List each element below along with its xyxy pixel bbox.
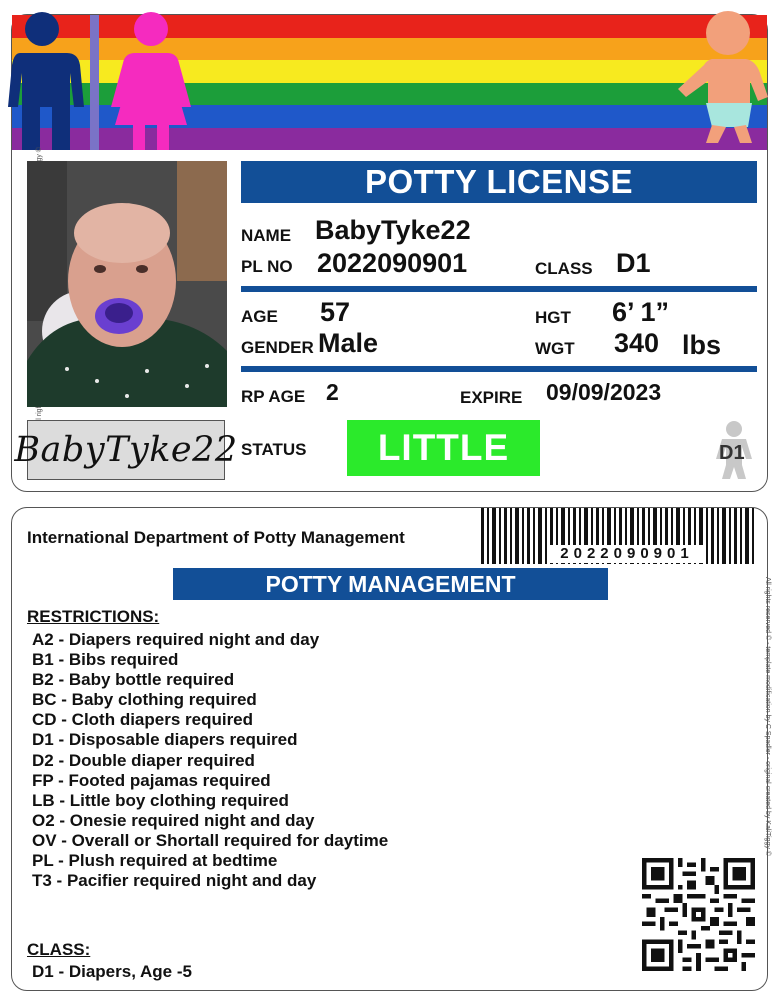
- management-banner: POTTY MANAGEMENT: [173, 568, 608, 600]
- restriction-item: A2 - Diapers required night and day: [32, 630, 320, 649]
- license-back-card: [11, 507, 771, 991]
- wgt-value: 340: [614, 328, 660, 358]
- baby-icon: [672, 15, 769, 150]
- name-label: NAME: [241, 226, 292, 245]
- gender-label: GENDER: [241, 338, 314, 357]
- restriction-item: CD - Cloth diapers required: [32, 710, 254, 730]
- wgt-label: WGT: [535, 339, 575, 358]
- restrictions-heading: RESTRICTIONS:: [27, 607, 160, 626]
- license-photo: [27, 161, 227, 407]
- signature: BabyTyke22: [14, 430, 238, 470]
- hgt-label: HGT: [535, 308, 571, 327]
- barcode-number: 2022090901: [549, 545, 705, 563]
- class-value: D1: [616, 248, 651, 278]
- restriction-item: FP - Footed pajamas required: [32, 770, 271, 790]
- signature-box: [14, 420, 238, 480]
- wgt-unit: lbs: [682, 330, 722, 360]
- license-front-card: [11, 14, 768, 492]
- man-icon: [12, 15, 87, 150]
- restriction-item: T3 - Pacifier required night and day: [32, 871, 317, 891]
- restriction-item: D1 - Disposable diapers required: [32, 730, 298, 750]
- restriction-item: PL - Plush required at bedtime: [32, 851, 278, 871]
- department-name: International Department of Potty Management: [27, 528, 405, 547]
- class-heading: CLASS:: [27, 940, 91, 959]
- restriction-item: OV - Overall or Shortall required for daytime: [32, 830, 389, 850]
- class-label: CLASS: [535, 259, 593, 278]
- name-value: BabyTyke22: [315, 215, 471, 245]
- restriction-item: LB - Little boy clothing required: [32, 790, 289, 810]
- qr-code: [642, 858, 755, 971]
- status-label: STATUS: [241, 440, 307, 459]
- gender-value: Male: [318, 328, 379, 358]
- restriction-item: D2 - Double diaper required: [32, 750, 255, 770]
- restriction-item: B1 - Bibs required: [32, 650, 179, 670]
- rpage-value: 2: [326, 379, 339, 405]
- status-badge: LITTLE: [347, 420, 540, 476]
- copyright-note: All rights reserved © - template modification by C Spadler - original created by KaliTiggy ©: [763, 577, 771, 856]
- class-description: D1 - Diapers, Age -5: [32, 962, 192, 981]
- rpage-label: RP AGE: [241, 387, 306, 406]
- icon-divider: [90, 15, 99, 150]
- hgt-value: 6’ 1”: [612, 297, 670, 327]
- expire-value: 09/09/2023: [546, 379, 662, 405]
- age-value: 57: [320, 297, 351, 327]
- license-title: POTTY LICENSE: [241, 161, 757, 203]
- plno-label: PL NO: [241, 257, 293, 276]
- expire-label: EXPIRE: [460, 388, 523, 407]
- restriction-item: BC - Baby clothing required: [32, 690, 257, 710]
- woman-icon: [107, 15, 197, 150]
- age-label: AGE: [241, 307, 278, 326]
- plno-value: 2022090901: [317, 248, 468, 278]
- divider-rule: [241, 286, 757, 292]
- restriction-item: B2 - Baby bottle required: [32, 670, 235, 690]
- child-class-label: D1: [719, 442, 745, 464]
- divider-rule: [241, 366, 757, 372]
- restriction-item: O2 - Onesie required night and day: [32, 810, 315, 830]
- restrictions-list: [32, 630, 388, 891]
